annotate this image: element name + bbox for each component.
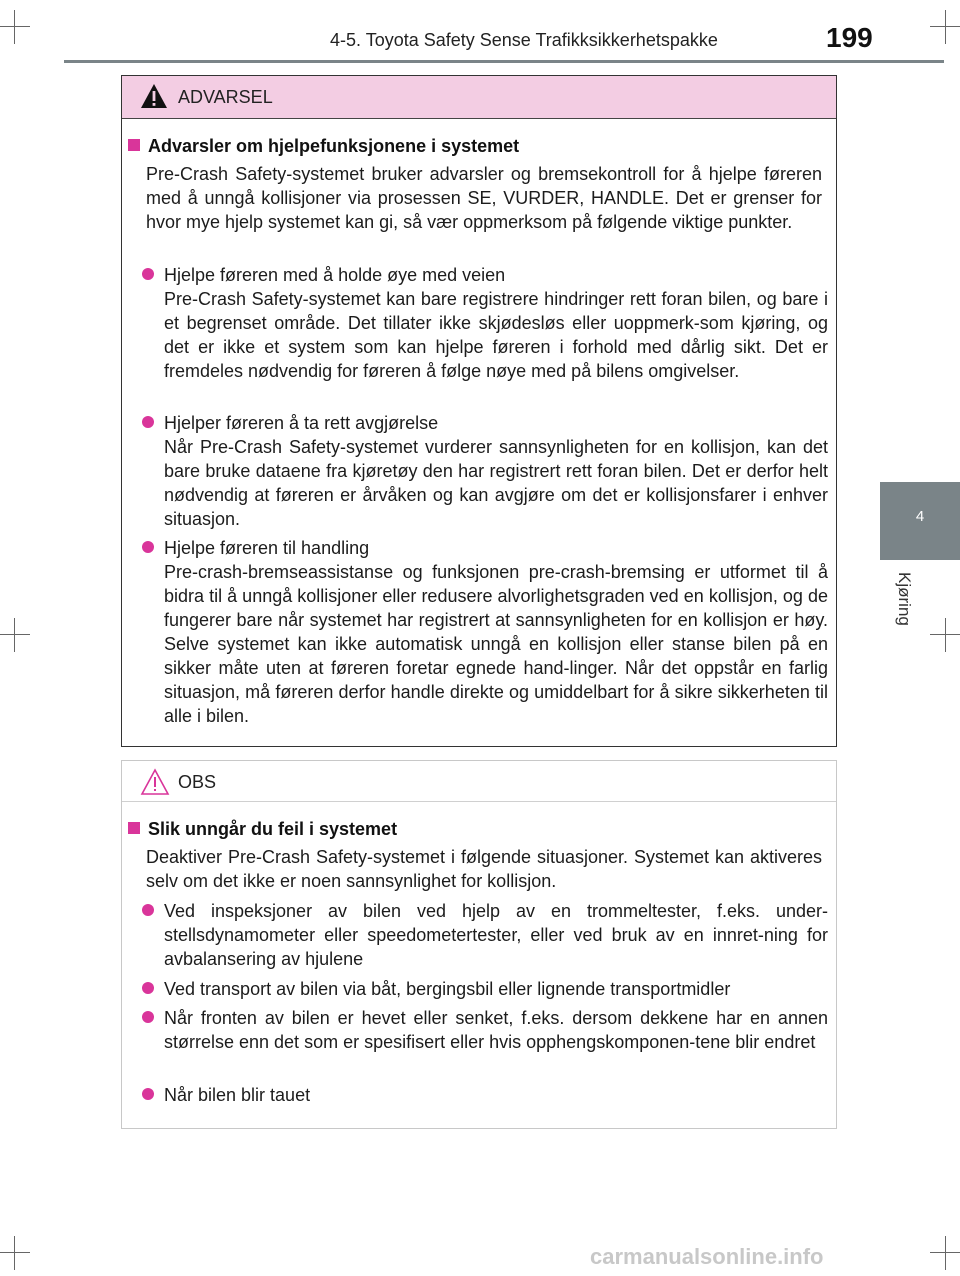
crop-mark (14, 1236, 15, 1270)
bullet-dot-icon (142, 1011, 154, 1023)
section-square-icon (128, 139, 140, 151)
bullet-dot-icon (142, 982, 154, 994)
crop-mark (930, 26, 960, 27)
watermark: carmanualsonline.info (590, 1244, 824, 1269)
notice-bullet (142, 1006, 828, 1054)
bullet-dot-icon (142, 1088, 154, 1100)
notice-bullet-text: Når fronten av bilen er hevet eller senket, f.eks. dersom dekkene har en annen størrelse enn det som er spesifisert eller hvis opphengskomponen-tene blir endret (164, 1008, 828, 1052)
caution-triangle-icon (140, 768, 170, 796)
warning-bullet-lead: Hjelpe føreren til handling (164, 538, 370, 558)
warning-intro: Pre-Crash Safety-systemet bruker advarsler og bremsekontroll for å hjelpe føreren med å unngå kollisjoner via prosessen SE, VURDER, HANDLE. Det er grenser for hvor mye hjelp systemet kan gi, så vær oppmerksom på følgende viktige punkter. (146, 164, 822, 232)
warning-bullet-lead: Hjelpe føreren med å holde øye med veien (164, 265, 506, 285)
crop-mark (945, 618, 946, 652)
chapter-label: Kjøring (895, 572, 914, 626)
crop-mark (14, 10, 15, 44)
bullet-dot-icon (142, 268, 154, 280)
section-square-icon (128, 822, 140, 834)
warning-heading: ADVARSEL (178, 87, 273, 107)
notice-bullet (142, 1083, 828, 1107)
warning-bullet-lead: Hjelper føreren å ta rett avgjørelse (164, 413, 439, 433)
warning-bullet (142, 263, 828, 383)
crop-mark (0, 1252, 30, 1253)
bullet-dot-icon (142, 416, 154, 428)
crop-mark (945, 1236, 946, 1270)
warning-bullet-text: Pre-crash-bremseassistanse og funksjonen pre-crash-bremsing er utformet til å bidra til å unngå kollisjoner eller redusere alvorlighetsgraden ved en kollisjon, og de fungerer bare når systemet har registrert at sannsynligheten for en kollisjon er høy. Selve systemet kan ikke automatisk unngå en kollisjon eller stanse bilen på en sikker måte uten at føreren foretar egnede hand-linger. Når det oppstår en farlig situasjon, må føreren derfor handle direkte og umiddelbart for å sikre sikkerheten til alle i bilen. (164, 562, 828, 726)
page-header-title: 4-5. Toyota Safety Sense Trafikksikkerhetspakke (330, 30, 718, 50)
notice-bullet (142, 899, 828, 971)
notice-section-title-text: Slik unngår du feil i systemet (148, 819, 398, 839)
notice-box (121, 760, 837, 1129)
notice-bullet-text: Ved inspeksjoner av bilen ved hjelp av en trommeltester, f.eks. under-stellsdynamometer eller speedometertester, eller ved bruk av en innret-ning for avbalansering av hjulene (164, 901, 828, 969)
notice-heading: OBS (178, 772, 217, 792)
warning-triangle-icon (140, 83, 168, 109)
bullet-dot-icon (142, 541, 154, 553)
notice-bullet-text: Når bilen blir tauet (164, 1085, 311, 1105)
warning-section-title-text: Advarsler om hjelpefunksjonene i systemet (148, 136, 520, 156)
warning-header (122, 76, 836, 119)
warning-bullet (142, 536, 828, 728)
notice-intro: Deaktiver Pre-Crash Safety-systemet i følgende situasjoner. Systemet kan aktiveres selv om det ikke er noen sannsynlighet for kollisjon. (146, 847, 822, 891)
chapter-number: 4 (915, 508, 925, 525)
notice-bullet (142, 977, 828, 1001)
page-number: 199 (826, 22, 873, 53)
crop-mark (930, 634, 960, 635)
notice-header (122, 761, 836, 802)
crop-mark (0, 26, 30, 27)
warning-section-title (128, 136, 519, 157)
notice-section-title (128, 819, 397, 840)
warning-bullet-text: Når Pre-Crash Safety-systemet vurderer sannsynligheten for en kollisjon, kan det bare bruke dataene fra kjøretøy den har registrert rett foran bilen. Det er derfor helt nødvendig at føreren er årvåken og kan avgjøre om det er kollisjonsfarer i enhver situasjon. (164, 437, 828, 529)
crop-mark (930, 1252, 960, 1253)
crop-mark (14, 618, 15, 652)
warning-bullet-text: Pre-Crash Safety-systemet kan bare registrere hindringer rett foran bilen, og bare i et begrenset område. Det tillater ikke skjødesløs eller uoppmerk-som kjøring, og det er ikke et system som kan hjelpe føreren i forhold med dårlig sikt. Det er fremdeles nødvendig for føreren å følge nøye med på bilens omgivelser. (164, 289, 828, 381)
warning-box (121, 75, 837, 747)
notice-bullet-text: Ved transport av bilen via båt, bergingsbil eller lignende transportmidler (164, 979, 731, 999)
chapter-tab (880, 482, 960, 560)
crop-mark (0, 634, 30, 635)
header-divider (64, 60, 944, 63)
crop-mark (945, 10, 946, 44)
warning-bullet (142, 411, 828, 531)
bullet-dot-icon (142, 904, 154, 916)
